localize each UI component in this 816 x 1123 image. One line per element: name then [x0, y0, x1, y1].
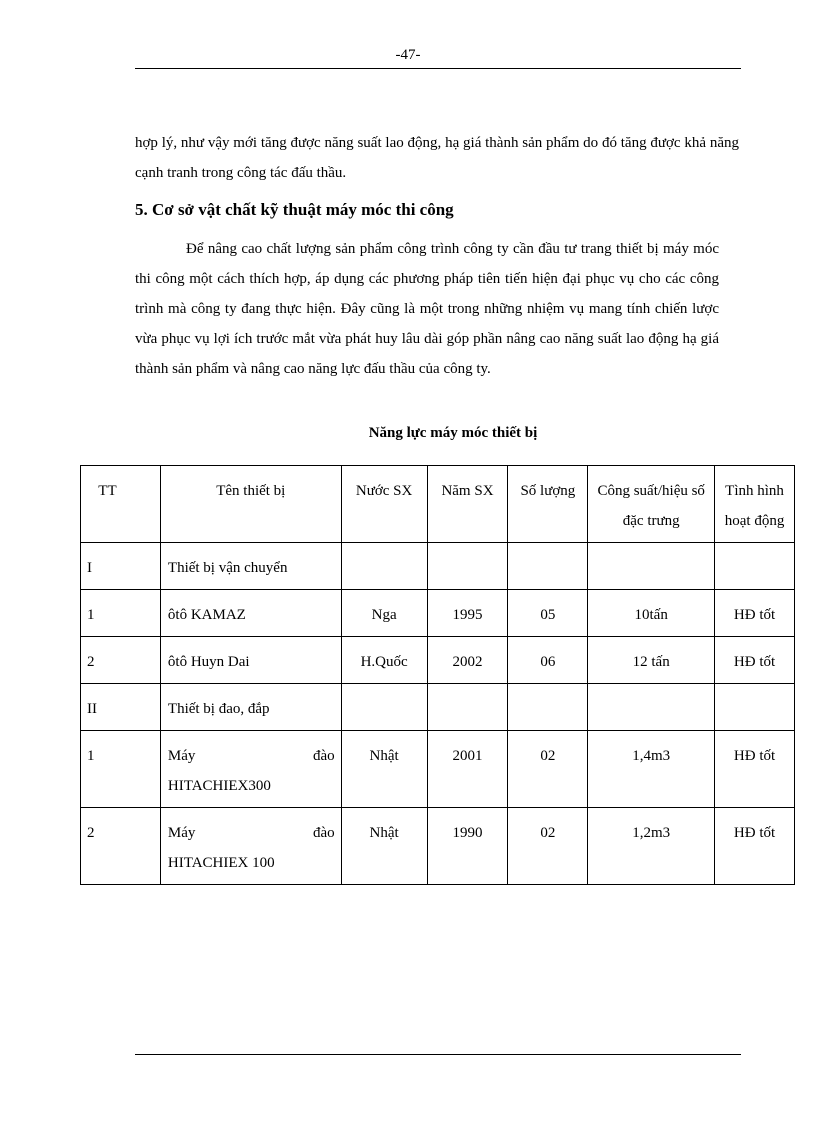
cell-name-model: HITACHIEX300 [167, 778, 271, 794]
table-group-row [81, 543, 795, 590]
cell-country: Nhật [341, 808, 427, 885]
cell-qty: 02 [508, 731, 588, 808]
cell-country: Nhật [341, 731, 427, 808]
cell-qty: 05 [508, 590, 588, 637]
cell-year: 2002 [427, 637, 508, 684]
cell-name: ôtô Huyn Dai [160, 637, 341, 684]
header-rule [135, 68, 741, 69]
header-country: Nước SX [341, 466, 427, 543]
cell-country: Nga [341, 590, 427, 637]
cell-name [160, 808, 341, 885]
cell-year: 2001 [427, 731, 508, 808]
header-status: Tình hình hoạt động [715, 466, 795, 543]
cell-name-part: Máy [167, 825, 196, 841]
section-heading: 5. Cơ sở vật chất kỹ thuật máy móc thi công [135, 200, 454, 219]
cell-capacity: 1,4m3 [588, 731, 715, 808]
cell-tt: 2 [81, 637, 161, 684]
cell-tt: 2 [81, 808, 161, 885]
header-name: Tên thiết bị [160, 466, 341, 543]
cell-tt: 1 [81, 731, 161, 808]
cell-tt: 1 [81, 590, 161, 637]
header-tt: TT [81, 466, 161, 543]
cell-capacity: 12 tấn [588, 637, 715, 684]
cell-capacity: 1,2m3 [588, 808, 715, 885]
cell-qty: 02 [508, 808, 588, 885]
table-row [81, 637, 795, 684]
table-caption: Năng lực máy móc thiết bị [368, 425, 538, 441]
cell-status: HĐ tốt [715, 731, 795, 808]
cell-status: HĐ tốt [715, 637, 795, 684]
table-group-row [81, 684, 795, 731]
cell-name-part: Máy [167, 748, 196, 764]
cell-group-name: Thiết bị vận chuyển [160, 543, 341, 590]
cell-name-part: đào [313, 748, 335, 764]
header-capacity: Công suất/hiệu số đặc trưng [588, 466, 715, 543]
cell-status: HĐ tốt [715, 808, 795, 885]
header-year: Năm SX [427, 466, 508, 543]
cell-country: H.Quốc [341, 637, 427, 684]
cell-group-name: Thiết bị đao, đắp [160, 684, 341, 731]
table-header-row [81, 466, 795, 543]
equipment-table [80, 465, 795, 885]
table-row [81, 590, 795, 637]
cell-qty: 06 [508, 637, 588, 684]
table-row [81, 808, 795, 885]
cell-name [160, 731, 341, 808]
cell-year: 1990 [427, 808, 508, 885]
footer-rule [135, 1054, 741, 1055]
cell-tt: II [81, 684, 161, 731]
cell-status: HĐ tốt [715, 590, 795, 637]
paragraph-continuation: hợp lý, như vậy mới tăng được năng suất lao động, hạ giá thành sản phẩm do đó tăng được khả năng cạnh tranh trong công tác đấu thầu. [135, 135, 739, 181]
cell-year: 1995 [427, 590, 508, 637]
cell-tt: I [81, 543, 161, 590]
cell-name: ôtô KAMAZ [160, 590, 341, 637]
cell-name-part: đào [313, 825, 335, 841]
cell-capacity: 10tấn [588, 590, 715, 637]
table-row [81, 731, 795, 808]
header-qty: Số lượng [508, 466, 588, 543]
cell-name-model: HITACHIEX 100 [167, 855, 275, 871]
page-number: -47- [395, 47, 421, 63]
paragraph-equipment-intro: Để nâng cao chất lượng sản phẩm công trình công ty cần đầu tư trang thiết bị máy móc thi công một cách thích hợp, áp dụng các phương pháp tiên tiến hiện đại phục vụ cho các công trình mà công ty đang thực hiện. Đây cũng là một trong những nhiệm vụ mang tính chiến lược vừa phục vụ lợi ích trước mắt vừa phát huy lâu dài góp phần nâng cao năng suất lao động hạ giá thành sản phẩm và nâng cao năng lực đấu thầu của công ty. [135, 241, 719, 377]
